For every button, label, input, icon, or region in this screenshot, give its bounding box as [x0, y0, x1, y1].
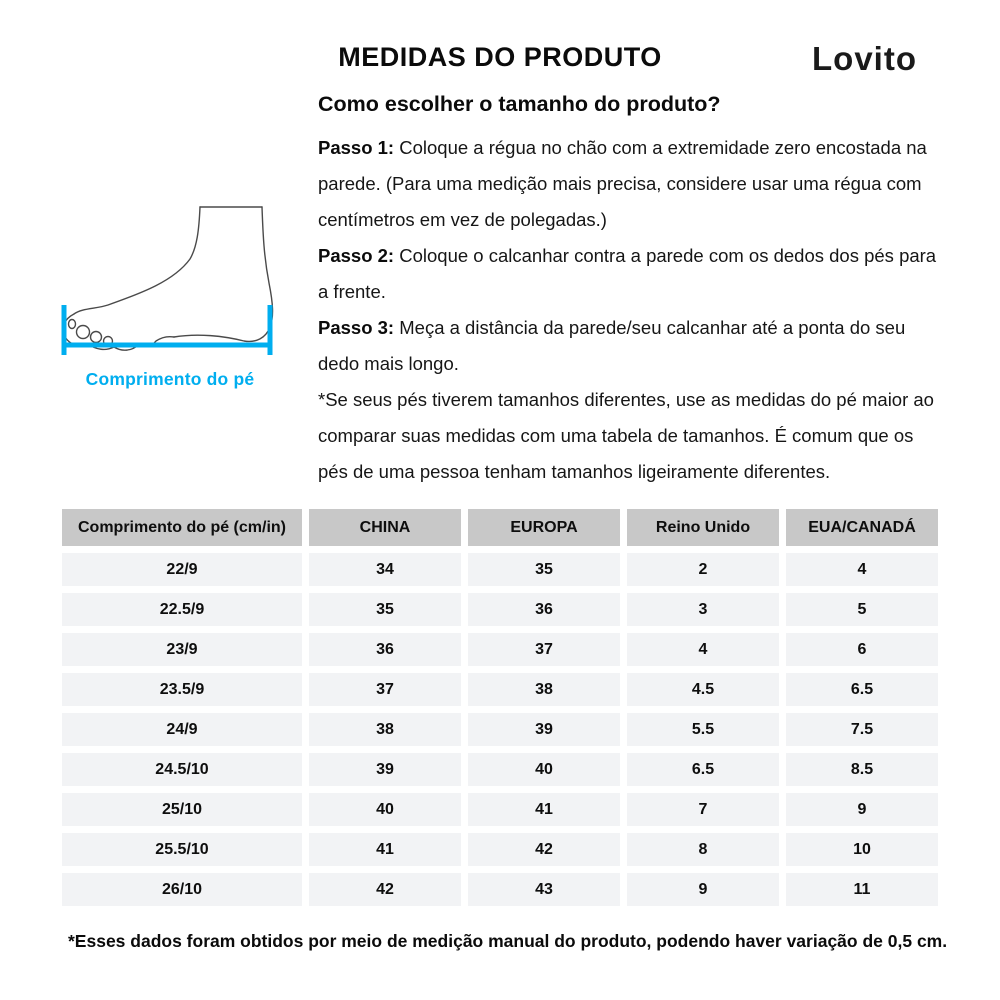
table-cell: 10 [786, 833, 938, 866]
table-cell: 6.5 [627, 753, 779, 786]
table-cell: 8.5 [786, 753, 938, 786]
section-heading: Como escolher o tamanho do produto? [318, 92, 721, 116]
table-cell: 36 [468, 593, 620, 626]
how-to-measure-section [318, 92, 942, 490]
table-cell: 6 [786, 633, 938, 666]
table-cell: 40 [309, 793, 461, 826]
table-cell: 36 [309, 633, 461, 666]
table-cell: 24.5/10 [62, 753, 302, 786]
table-cell: 7 [627, 793, 779, 826]
table-cell: 37 [309, 673, 461, 706]
table-cell: 38 [468, 673, 620, 706]
table-row [62, 633, 938, 666]
table-cell: 41 [468, 793, 620, 826]
table-cell: 40 [468, 753, 620, 786]
foot-measurement-diagram [50, 195, 290, 390]
table-row [62, 713, 938, 746]
table-row [62, 673, 938, 706]
table-cell: 42 [309, 873, 461, 906]
step-2-label: Passo 2: [318, 245, 395, 266]
step-2-text: Passo 2: Coloque o calcanhar contra a parede com os dedos dos pés para a frente. [318, 245, 937, 302]
step-1-label: Passo 1: [318, 137, 395, 158]
foot-length-label: Comprimento do pé [85, 369, 255, 389]
size-conversion-table [55, 502, 945, 913]
table-header-row [62, 509, 938, 546]
table-cell: 37 [468, 633, 620, 666]
header-reino-unido: Reino Unido [627, 509, 779, 546]
table-row [62, 833, 938, 866]
measurement-line [62, 305, 272, 355]
table-row [62, 593, 938, 626]
page-title: MEDIDAS DO PRODUTO [338, 42, 662, 72]
table-cell: 2 [627, 553, 779, 586]
header-foot-length: Comprimento do pé (cm/in) [62, 509, 302, 546]
step-3-text: Passo 3: Meça a distância da parede/seu calcanhar até a ponta do seu dedo mais longo. [318, 317, 906, 374]
step-3-label: Passo 3: [318, 317, 395, 338]
table-row [62, 873, 938, 906]
different-sizes-note: *Se seus pés tiverem tamanhos diferentes, use as medidas do pé maior ao comparar suas medidas com uma tabela de tamanhos. É comum que os pés de uma pessoa tenham tamanhos ligeiramente diferentes. [318, 389, 934, 482]
table-row [62, 793, 938, 826]
table-cell: 4.5 [627, 673, 779, 706]
table-cell: 9 [627, 873, 779, 906]
table-cell: 26/10 [62, 873, 302, 906]
table-cell: 11 [786, 873, 938, 906]
table-cell: 39 [309, 753, 461, 786]
table-cell: 6.5 [786, 673, 938, 706]
table-cell: 41 [309, 833, 461, 866]
table-cell: 34 [309, 553, 461, 586]
table-row [62, 553, 938, 586]
table-cell: 3 [627, 593, 779, 626]
header-eua-canada: EUA/CANADÁ [786, 509, 938, 546]
table-cell: 5.5 [627, 713, 779, 746]
header-europa: EUROPA [468, 509, 620, 546]
table-cell: 25.5/10 [62, 833, 302, 866]
table-cell: 9 [786, 793, 938, 826]
foot-outline-icon [50, 195, 290, 365]
table-cell: 23.5/9 [62, 673, 302, 706]
table-cell: 42 [468, 833, 620, 866]
table-cell: 35 [468, 553, 620, 586]
table-cell: 8 [627, 833, 779, 866]
lovito-logo: Lovito [812, 40, 917, 77]
table-cell: 22.5/9 [62, 593, 302, 626]
table-cell: 43 [468, 873, 620, 906]
table-cell: 5 [786, 593, 938, 626]
step-1-text: Passo 1: Coloque a régua no chão com a extremidade zero encostada na parede. (Para uma medição mais precisa, considere usar uma régua com centímetros em vez de polegadas.) [318, 137, 927, 230]
table-cell: 39 [468, 713, 620, 746]
table-cell: 24/9 [62, 713, 302, 746]
table-cell: 4 [627, 633, 779, 666]
table-cell: 7.5 [786, 713, 938, 746]
table-row [62, 753, 938, 786]
table-cell: 23/9 [62, 633, 302, 666]
table-cell: 25/10 [62, 793, 302, 826]
table-cell: 4 [786, 553, 938, 586]
table-cell: 35 [309, 593, 461, 626]
measurement-disclaimer: *Esses dados foram obtidos por meio de medição manual do produto, podendo haver variação de 0,5 cm. [68, 931, 948, 951]
table-cell: 38 [309, 713, 461, 746]
table-cell: 22/9 [62, 553, 302, 586]
header-china: CHINA [309, 509, 461, 546]
